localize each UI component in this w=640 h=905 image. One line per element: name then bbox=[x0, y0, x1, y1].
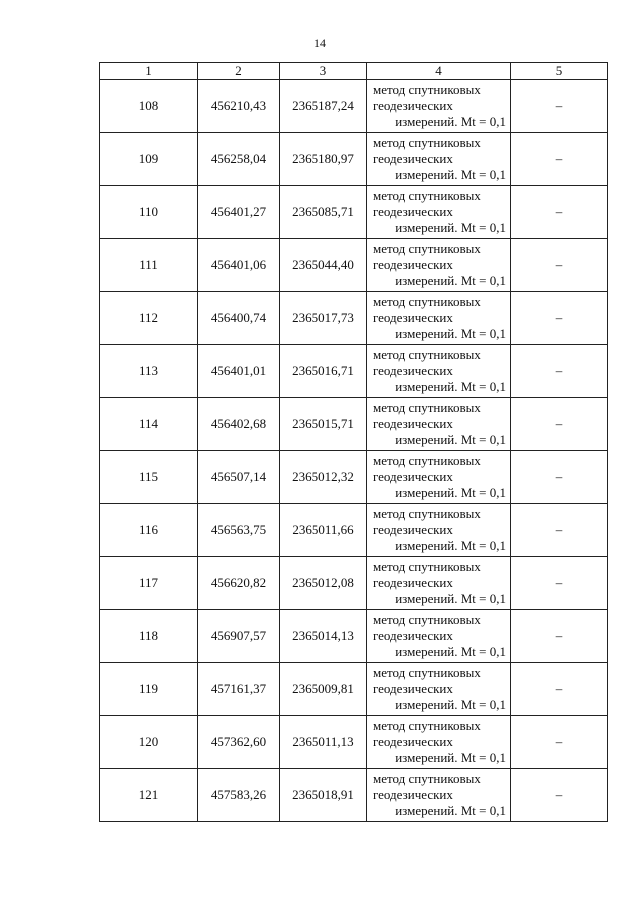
table-row bbox=[100, 716, 608, 769]
method-cell bbox=[367, 80, 511, 133]
point-number-cell: 112 bbox=[100, 292, 198, 345]
method-cell bbox=[367, 504, 511, 557]
note-cell: – bbox=[511, 133, 608, 186]
method-text-line: метод спутниковых bbox=[373, 665, 481, 680]
x-coordinate-cell: 456907,57 bbox=[198, 610, 280, 663]
x-coordinate-cell: 456507,14 bbox=[198, 451, 280, 504]
method-text-line: геодезических bbox=[373, 204, 453, 219]
method-text-line: геодезических bbox=[373, 363, 453, 378]
x-coordinate-cell: 456401,06 bbox=[198, 239, 280, 292]
column-header-3: 3 bbox=[280, 63, 367, 80]
method-cell bbox=[367, 610, 511, 663]
method-text-line: измерений. Mt = 0,1 bbox=[395, 485, 506, 500]
note-cell: – bbox=[511, 186, 608, 239]
method-text-line: геодезических bbox=[373, 98, 453, 113]
table-row bbox=[100, 80, 608, 133]
method-text-line: метод спутниковых bbox=[373, 453, 481, 468]
point-number-cell: 115 bbox=[100, 451, 198, 504]
y-coordinate-cell: 2365018,91 bbox=[280, 769, 367, 822]
y-coordinate-cell: 2365016,71 bbox=[280, 345, 367, 398]
method-text-line: измерений. Mt = 0,1 bbox=[395, 591, 506, 606]
x-coordinate-cell: 457161,37 bbox=[198, 663, 280, 716]
method-cell bbox=[367, 769, 511, 822]
point-number-cell: 114 bbox=[100, 398, 198, 451]
note-cell: – bbox=[511, 80, 608, 133]
note-cell: – bbox=[511, 716, 608, 769]
table-row bbox=[100, 239, 608, 292]
note-cell: – bbox=[511, 451, 608, 504]
point-number-cell: 117 bbox=[100, 557, 198, 610]
note-cell: – bbox=[511, 504, 608, 557]
method-cell bbox=[367, 451, 511, 504]
method-text-line: метод спутниковых bbox=[373, 559, 481, 574]
method-text-line: измерений. Mt = 0,1 bbox=[395, 114, 506, 129]
method-text-line: метод спутниковых bbox=[373, 718, 481, 733]
note-cell: – bbox=[511, 345, 608, 398]
table-body bbox=[100, 80, 608, 822]
y-coordinate-cell: 2365085,71 bbox=[280, 186, 367, 239]
y-coordinate-cell: 2365011,66 bbox=[280, 504, 367, 557]
x-coordinate-cell: 457362,60 bbox=[198, 716, 280, 769]
method-cell bbox=[367, 663, 511, 716]
method-text-line: измерений. Mt = 0,1 bbox=[395, 379, 506, 394]
y-coordinate-cell: 2365044,40 bbox=[280, 239, 367, 292]
note-cell: – bbox=[511, 769, 608, 822]
y-coordinate-cell: 2365012,08 bbox=[280, 557, 367, 610]
x-coordinate-cell: 456620,82 bbox=[198, 557, 280, 610]
point-number-cell: 121 bbox=[100, 769, 198, 822]
point-number-cell: 111 bbox=[100, 239, 198, 292]
table-row bbox=[100, 345, 608, 398]
method-text-line: измерений. Mt = 0,1 bbox=[395, 697, 506, 712]
method-text-line: метод спутниковых bbox=[373, 135, 481, 150]
column-header-4: 4 bbox=[367, 63, 511, 80]
method-text-line: геодезических bbox=[373, 257, 453, 272]
method-text-line: измерений. Mt = 0,1 bbox=[395, 538, 506, 553]
point-number-cell: 109 bbox=[100, 133, 198, 186]
x-coordinate-cell: 456258,04 bbox=[198, 133, 280, 186]
method-text-line: метод спутниковых bbox=[373, 400, 481, 415]
x-coordinate-cell: 456563,75 bbox=[198, 504, 280, 557]
method-text-line: геодезических bbox=[373, 787, 453, 802]
method-text-line: измерений. Mt = 0,1 bbox=[395, 273, 506, 288]
point-number-cell: 110 bbox=[100, 186, 198, 239]
method-text-line: геодезических bbox=[373, 734, 453, 749]
y-coordinate-cell: 2365014,13 bbox=[280, 610, 367, 663]
y-coordinate-cell: 2365009,81 bbox=[280, 663, 367, 716]
method-text-line: измерений. Mt = 0,1 bbox=[395, 167, 506, 182]
point-number-cell: 108 bbox=[100, 80, 198, 133]
note-cell: – bbox=[511, 239, 608, 292]
note-cell: – bbox=[511, 557, 608, 610]
method-cell bbox=[367, 557, 511, 610]
point-number-cell: 119 bbox=[100, 663, 198, 716]
method-text-line: метод спутниковых bbox=[373, 347, 481, 362]
table-row bbox=[100, 769, 608, 822]
column-header-1: 1 bbox=[100, 63, 198, 80]
y-coordinate-cell: 2365017,73 bbox=[280, 292, 367, 345]
table-row bbox=[100, 133, 608, 186]
method-text-line: геодезических bbox=[373, 681, 453, 696]
column-header-2: 2 bbox=[198, 63, 280, 80]
coordinates-table bbox=[99, 62, 608, 822]
method-text-line: измерений. Mt = 0,1 bbox=[395, 326, 506, 341]
method-text-line: геодезических bbox=[373, 310, 453, 325]
note-cell: – bbox=[511, 398, 608, 451]
method-text-line: геодезических bbox=[373, 469, 453, 484]
note-cell: – bbox=[511, 610, 608, 663]
note-cell: – bbox=[511, 292, 608, 345]
method-text-line: геодезических bbox=[373, 416, 453, 431]
method-text-line: метод спутниковых bbox=[373, 612, 481, 627]
method-text-line: измерений. Mt = 0,1 bbox=[395, 750, 506, 765]
note-cell: – bbox=[511, 663, 608, 716]
table-header-row bbox=[100, 63, 608, 80]
table-row bbox=[100, 292, 608, 345]
y-coordinate-cell: 2365015,71 bbox=[280, 398, 367, 451]
table-row bbox=[100, 504, 608, 557]
table-row bbox=[100, 557, 608, 610]
method-text-line: измерений. Mt = 0,1 bbox=[395, 803, 506, 818]
point-number-cell: 116 bbox=[100, 504, 198, 557]
y-coordinate-cell: 2365011,13 bbox=[280, 716, 367, 769]
point-number-cell: 118 bbox=[100, 610, 198, 663]
method-text-line: метод спутниковых bbox=[373, 771, 481, 786]
method-cell bbox=[367, 239, 511, 292]
method-text-line: измерений. Mt = 0,1 bbox=[395, 220, 506, 235]
x-coordinate-cell: 456402,68 bbox=[198, 398, 280, 451]
x-coordinate-cell: 456401,27 bbox=[198, 186, 280, 239]
table-row bbox=[100, 186, 608, 239]
method-text-line: метод спутниковых bbox=[373, 294, 481, 309]
method-text-line: геодезических bbox=[373, 151, 453, 166]
method-text-line: геодезических bbox=[373, 522, 453, 537]
y-coordinate-cell: 2365012,32 bbox=[280, 451, 367, 504]
method-cell bbox=[367, 716, 511, 769]
method-text-line: измерений. Mt = 0,1 bbox=[395, 432, 506, 447]
method-cell bbox=[367, 398, 511, 451]
y-coordinate-cell: 2365187,24 bbox=[280, 80, 367, 133]
method-cell bbox=[367, 133, 511, 186]
method-cell bbox=[367, 186, 511, 239]
column-header-5: 5 bbox=[511, 63, 608, 80]
table-row bbox=[100, 663, 608, 716]
method-text-line: геодезических bbox=[373, 628, 453, 643]
point-number-cell: 113 bbox=[100, 345, 198, 398]
method-text-line: геодезических bbox=[373, 575, 453, 590]
x-coordinate-cell: 456210,43 bbox=[198, 80, 280, 133]
method-text-line: измерений. Mt = 0,1 bbox=[395, 644, 506, 659]
method-cell bbox=[367, 292, 511, 345]
method-text-line: метод спутниковых bbox=[373, 506, 481, 521]
method-text-line: метод спутниковых bbox=[373, 82, 481, 97]
method-text-line: метод спутниковых bbox=[373, 188, 481, 203]
method-text-line: метод спутниковых bbox=[373, 241, 481, 256]
x-coordinate-cell: 456401,01 bbox=[198, 345, 280, 398]
x-coordinate-cell: 457583,26 bbox=[198, 769, 280, 822]
table-row bbox=[100, 451, 608, 504]
page-number: 14 bbox=[314, 36, 326, 50]
method-cell bbox=[367, 345, 511, 398]
table-row bbox=[100, 398, 608, 451]
y-coordinate-cell: 2365180,97 bbox=[280, 133, 367, 186]
point-number-cell: 120 bbox=[100, 716, 198, 769]
table-row bbox=[100, 610, 608, 663]
x-coordinate-cell: 456400,74 bbox=[198, 292, 280, 345]
